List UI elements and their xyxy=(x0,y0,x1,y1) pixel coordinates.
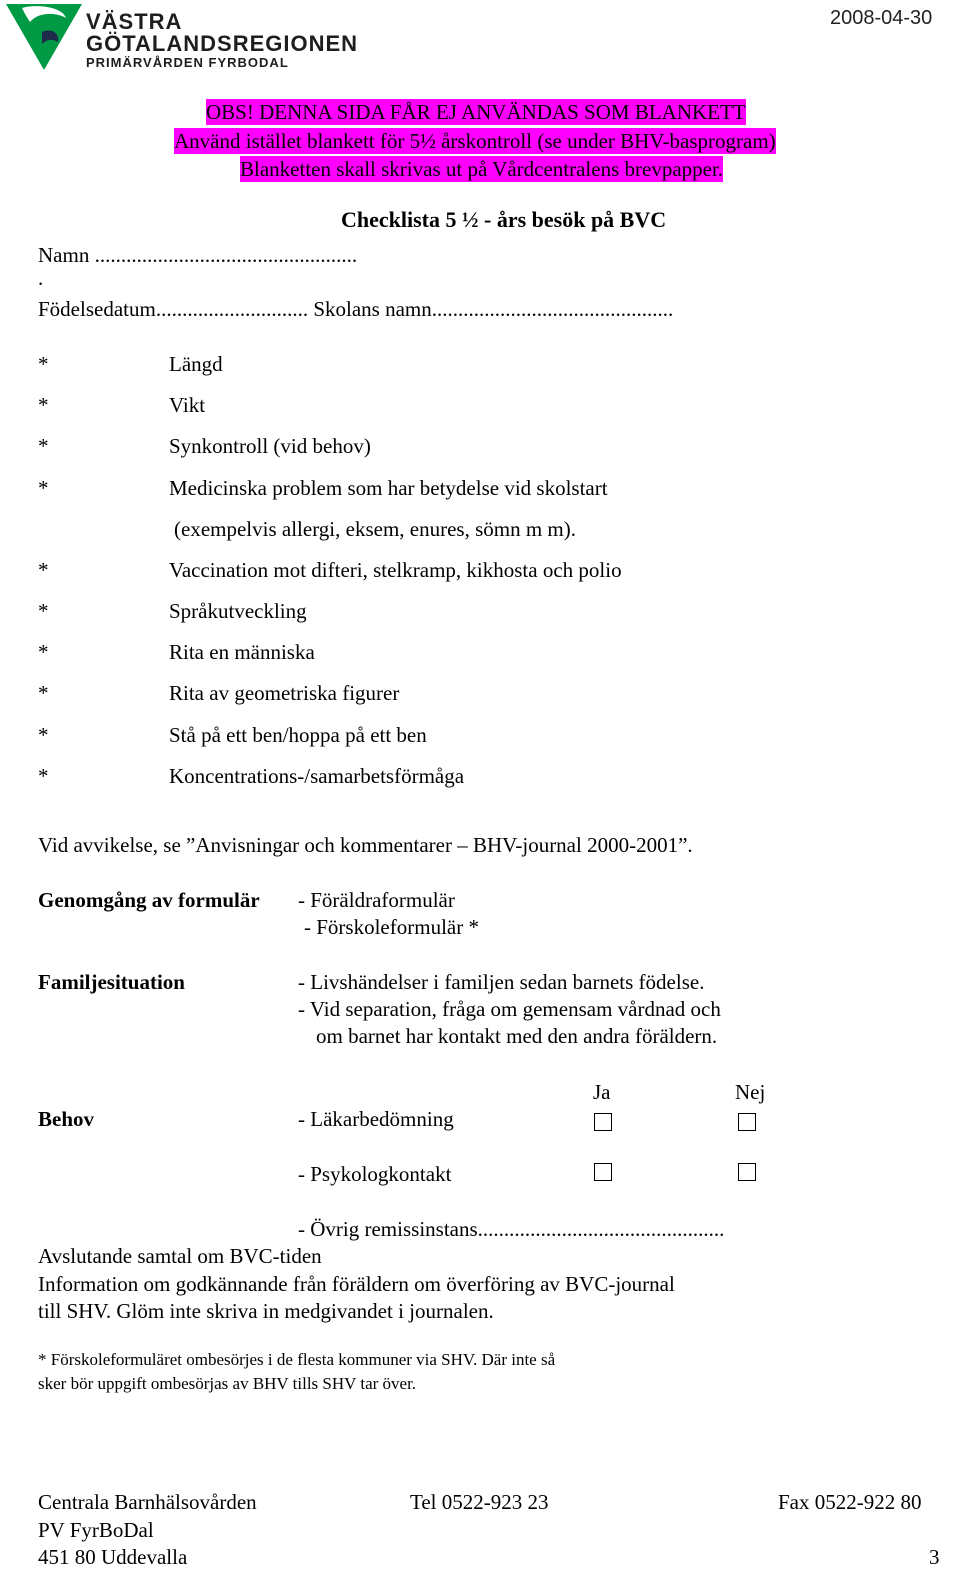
checklist-bullet: * xyxy=(38,640,49,664)
logo-line-3: PRIMÄRVÅRDEN FYRBODAL xyxy=(86,55,289,70)
document-date: 2008-04-30 xyxy=(830,7,933,29)
doctor-no-checkbox[interactable] xyxy=(738,1113,756,1131)
name-field-continuation: . xyxy=(38,266,44,290)
footer-unit: PV FyrBoDal xyxy=(38,1518,154,1542)
checklist-bullet: * xyxy=(38,599,49,623)
logo-line-2: GÖTALANDSREGIONEN xyxy=(86,31,359,56)
logo-line-1: VÄSTRA xyxy=(86,9,183,34)
checklist-item-length: Längd xyxy=(169,352,223,376)
deviation-note: Vid avvikelse, se ”Anvisningar och kommentarer – BHV-journal 2000-2001”. xyxy=(38,833,693,857)
checklist-item-language: Språkutveckling xyxy=(169,599,307,623)
notice-line-3: Blanketten skall skrivas ut på Vårdcentralens brevpapper. xyxy=(240,157,724,181)
needs-other-referral: - Övrig remissinstans............................................... xyxy=(298,1217,725,1241)
notice-line-2: Använd istället blankett för 5½ årskontroll (se under BHV-basprogram) xyxy=(174,129,776,153)
needs-row-doctor: - Läkarbedömning xyxy=(298,1107,454,1131)
forms-item-preschool: - Förskoleformulär * xyxy=(304,915,479,939)
family-line-3: om barnet har kontakt med den andra föräldern. xyxy=(316,1024,718,1048)
footnote-line-1: * Förskoleformuläret ombesörjes i de flesta kommuner via SHV. Där inte så xyxy=(38,1350,556,1369)
family-heading: Familjesituation xyxy=(38,970,185,994)
footer-fax: Fax 0522-922 80 xyxy=(778,1490,922,1514)
checklist-bullet: * xyxy=(38,764,49,788)
checklist-item-vaccination: Vaccination mot difteri, stelkramp, kikhosta och polio xyxy=(169,558,622,582)
checklist-bullet: * xyxy=(38,434,49,458)
closing-line-1: Avslutande samtal om BVC-tiden xyxy=(38,1244,322,1268)
checklist-bullet: * xyxy=(38,681,49,705)
checklist-item-medical: Medicinska problem som har betydelse vid skolstart xyxy=(169,476,608,500)
footnote-line-2: sker bör uppgift ombesörjas av BHV tills SHV tar över. xyxy=(38,1374,417,1393)
checklist-item-concentration: Koncentrations-/samarbetsförmåga xyxy=(169,764,465,788)
needs-col-yes: Ja xyxy=(593,1080,611,1104)
region-logo xyxy=(0,0,360,80)
footer-tel: Tel 0522-923 23 xyxy=(410,1490,549,1514)
checklist-item-balance: Stå på ett ben/hoppa på ett ben xyxy=(169,723,427,747)
checklist-item-draw-shapes: Rita av geometriska figurer xyxy=(169,681,400,705)
psychologist-yes-checkbox[interactable] xyxy=(594,1163,612,1181)
needs-heading: Behov xyxy=(38,1107,95,1131)
name-field: Namn .................................................. xyxy=(38,243,358,267)
notice-line-1: OBS! DENNA SIDA FÅR EJ ANVÄNDAS SOM BLANKETT xyxy=(206,100,746,124)
checklist-item-vision: Synkontroll (vid behov) xyxy=(169,434,371,458)
needs-col-no: Nej xyxy=(735,1080,766,1104)
needs-row-psychologist: - Psykologkontakt xyxy=(298,1162,452,1186)
checklist-item-draw-person: Rita en människa xyxy=(169,640,315,664)
page-title: Checklista 5 ½ - års besök på BVC xyxy=(341,207,667,232)
checklist-bullet: * xyxy=(38,476,49,500)
psychologist-no-checkbox[interactable] xyxy=(738,1163,756,1181)
doctor-yes-checkbox[interactable] xyxy=(594,1113,612,1131)
checklist-bullet: * xyxy=(38,393,49,417)
footer-org: Centrala Barnhälsovården xyxy=(38,1490,257,1514)
closing-line-2: Information om godkännande från föräldern om överföring av BVC-journal xyxy=(38,1272,675,1296)
family-line-1: - Livshändelser i familjen sedan barnets födelse. xyxy=(298,970,705,994)
checklist-item-weight: Vikt xyxy=(169,393,206,417)
forms-heading: Genomgång av formulär xyxy=(38,888,260,912)
checklist-bullet: * xyxy=(38,723,49,747)
forms-item-parent: - Föräldraformulär xyxy=(298,888,455,912)
checklist-medical-note: (exempelvis allergi, eksem, enures, sömn m m). xyxy=(174,517,577,541)
page-number: 3 xyxy=(929,1545,940,1569)
region-logo-mark-icon xyxy=(4,2,86,72)
checklist-bullet: * xyxy=(38,352,49,376)
closing-line-3: till SHV. Glöm inte skriva in medgivandet i journalen. xyxy=(38,1299,494,1323)
checklist-bullet: * xyxy=(38,558,49,582)
birth-school-field: Födelsedatum............................. Skolans namn.............................................. xyxy=(38,297,674,321)
family-line-2: - Vid separation, fråga om gemensam vårdnad och xyxy=(298,997,721,1021)
footer-address: 451 80 Uddevalla xyxy=(38,1545,188,1569)
